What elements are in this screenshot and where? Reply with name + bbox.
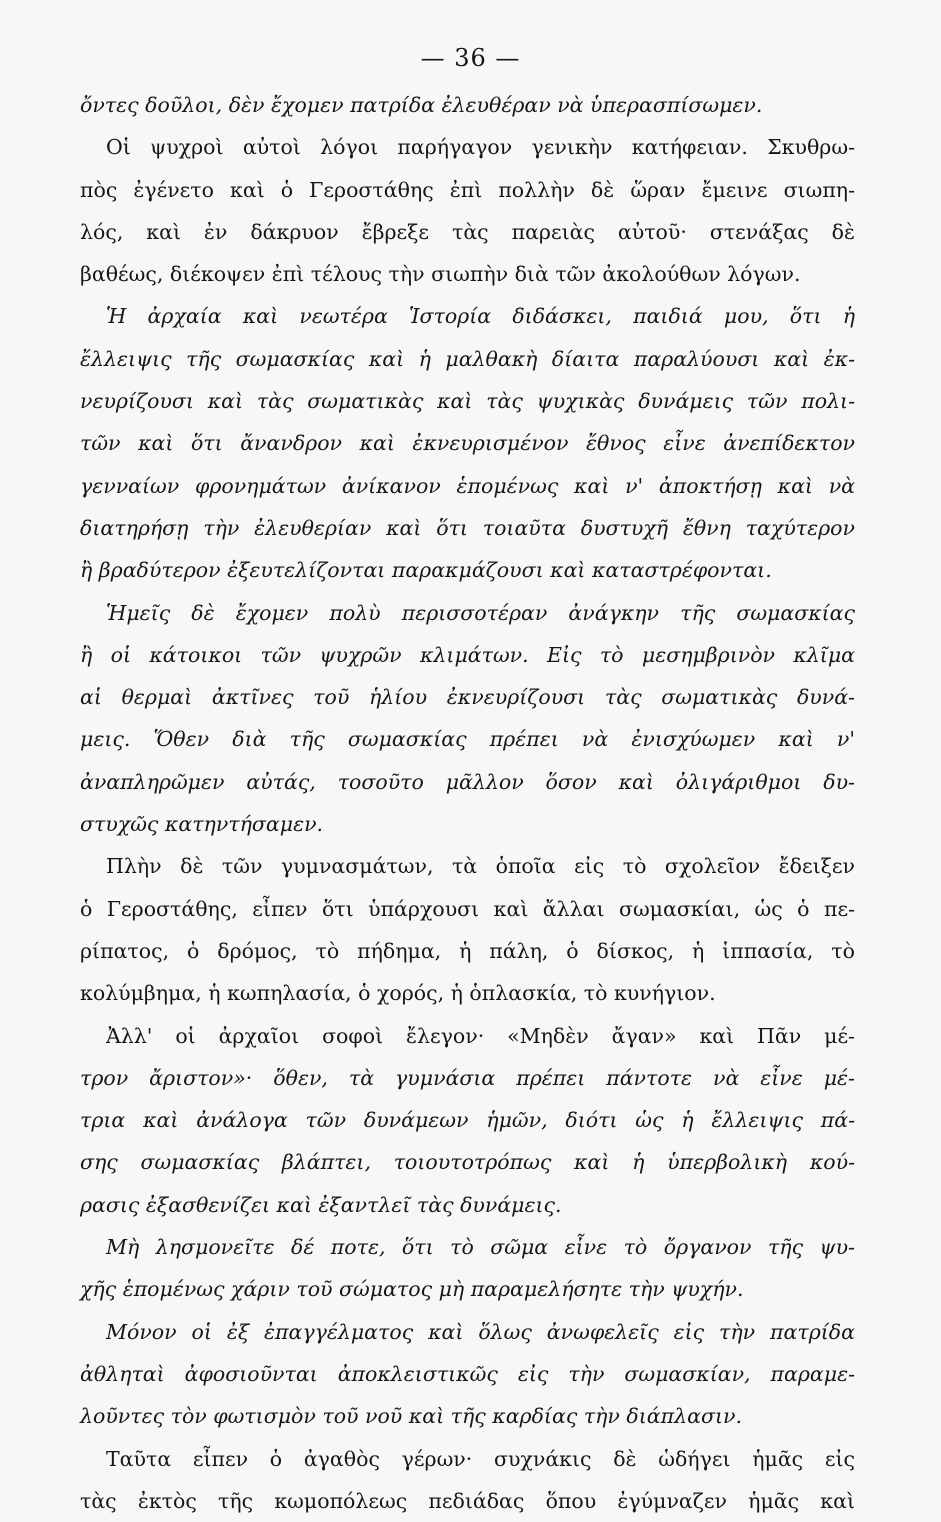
text-line: ὄντες δοῦλοι, δὲν ἔχομεν πατρίδα ἐλευθέραν νὰ ὑπερασπίσωμεν. bbox=[80, 93, 763, 117]
text-line: ρίπατος, ὁ δρόμος, τὸ πήδημα, ἡ πάλη, ὁ δίσκος, ἡ ἱππασία, τὸ bbox=[80, 938, 855, 963]
page-text bbox=[80, 84, 855, 1522]
text-line: μεις. Ὅθεν διὰ τῆς σωμασκίας πρέπει νὰ ἐνισχύωμεν καὶ ν' bbox=[80, 727, 855, 752]
text-line: Ἡμεῖς δὲ ἔχομεν πολὺ περισσοτέραν ἀνάγκην τῆς σωμασκίας bbox=[106, 600, 855, 625]
text-line: γενναίων φρονημάτων ἀνίκανον ἑπομένως καὶ ν' ἀποκτήσῃ καὶ νὰ bbox=[80, 473, 855, 498]
text-line: βαθέως, διέκοψεν ἐπὶ τέλους τὴν σιωπὴν διὰ τῶν ἀκολούθων λόγων. bbox=[80, 262, 801, 287]
text-line: αἱ θερμαὶ ἀκτῖνες τοῦ ἡλίου ἐκνευρίζουσι τὰς σωματικὰς δυνά- bbox=[80, 685, 855, 710]
text-line: τῶν καὶ ὅτι ἄνανδρον καὶ ἐκνευρισμένον ἔθνος εἶνε ἀνεπίδεκτον bbox=[80, 431, 855, 456]
text-line: τὰς ἐκτὸς τῆς κωμοπόλεως πεδιάδας ὅπου ἐγύμναζεν ἡμᾶς καὶ bbox=[80, 1488, 855, 1513]
text-line: Ἡ ἀρχαία καὶ νεωτέρα Ἱστορία διδάσκει, παιδιά μου, ὅτι ἡ bbox=[106, 304, 855, 329]
text-line: τρια καὶ ἀνάλογα τῶν δυνάμεων ἡμῶν, διότι ὡς ἡ ἔλλειψις πά- bbox=[80, 1108, 855, 1133]
text-line: ἢ οἱ κάτοικοι τῶν ψυχρῶν κλιμάτων. Εἰς τὸ μεσημβρινὸν κλῖμα bbox=[80, 642, 855, 667]
text-line: Μόνον οἱ ἐξ ἐπαγγέλματος καὶ ὅλως ἀνωφελεῖς εἰς τὴν πατρίδα bbox=[106, 1319, 855, 1344]
text-line: χῆς ἑπομένως χάριν τοῦ σώματος μὴ παραμελήσητε τὴν ψυχήν. bbox=[80, 1277, 744, 1302]
text-line: ἔλλειψις τῆς σωμασκίας καὶ ἡ μαλθακὴ δίαιτα παραλύουσι καὶ ἐκ- bbox=[80, 346, 855, 371]
text-line: Ἀλλ' οἱ ἀρχαῖοι σοφοὶ ἔλεγον· «Μηδὲν ἄγαν» καὶ Πᾶν μέ- bbox=[106, 1023, 855, 1048]
text-line: Ταῦτα εἶπεν ὁ ἀγαθὸς γέρων· συχνάκις δὲ ὡδήγει ἡμᾶς εἰς bbox=[106, 1446, 855, 1471]
text-line: Οἱ ψυχροὶ αὐτοὶ λόγοι παρήγαγον γενικὴν κατήφειαν. Σκυθρω- bbox=[106, 135, 855, 160]
text-line: Μὴ λησμονεῖτε δέ ποτε, ὅτι τὸ σῶμα εἶνε τὸ ὄργανον τῆς ψυ- bbox=[106, 1235, 855, 1260]
text-line: σης σωμασκίας βλάπτει, τοιουτοτρόπως καὶ ἡ ὑπερβολικὴ κού- bbox=[80, 1150, 855, 1175]
text-line: στυχῶς κατηντήσαμεν. bbox=[80, 812, 324, 837]
text-line: λός, καὶ ἐν δάκρυον ἔβρεξε τὰς παρειὰς αὐτοῦ· στενάξας δὲ bbox=[80, 219, 855, 244]
text-line: ἀθληταὶ ἀφοσιοῦνται ἀποκλειστικῶς εἰς τὴν σωμασκίαν, παραμε- bbox=[80, 1361, 855, 1386]
text-line: λοῦντες τὸν φωτισμὸν τοῦ νοῦ καὶ τῆς καρδίας τὴν διάπλασιν. bbox=[80, 1404, 742, 1429]
text-line: ὁ Γεροστάθης, εἶπεν ὅτι ὑπάρχουσι καὶ ἄλλαι σωμασκίαι, ὡς ὁ πε- bbox=[80, 896, 855, 921]
text-line: κολύμβημα, ἡ κωπηλασία, ὁ χορός, ἡ ὁπλασκία, τὸ κυνήγιον. bbox=[80, 981, 716, 1006]
text-line: Πλὴν δὲ τῶν γυμνασμάτων, τὰ ὁποῖα εἰς τὸ σχολεῖον ἔδειξεν bbox=[106, 854, 855, 879]
text-line: νευρίζουσι καὶ τὰς σωματικὰς καὶ τὰς ψυχικὰς δυνάμεις τῶν πολι- bbox=[80, 389, 855, 414]
text-line: τρον ἄριστον»· ὅθεν, τὰ γυμνάσια πρέπει πάντοτε νὰ εἶνε μέ- bbox=[80, 1065, 855, 1090]
text-line: πὸς ἐγένετο καὶ ὁ Γεροστάθης ἐπὶ πολλὴν δὲ ὥραν ἔμεινε σιωπη- bbox=[80, 177, 855, 202]
text-line: ρασις ἐξασθενίζει καὶ ἐξαντλεῖ τὰς δυνάμεις. bbox=[80, 1192, 562, 1217]
text-line: ἢ βραδύτερον ἐξευτελίζονται παρακμάζουσι καὶ καταστρέφονται. bbox=[80, 558, 772, 583]
text-line: ἀναπληρῶμεν αὐτάς, τοσοῦτο μᾶλλον ὅσον καὶ ὀλιγάριθμοι δυ- bbox=[80, 769, 855, 794]
text-line: διατηρήσῃ τὴν ἐλευθερίαν καὶ ὅτι τοιαῦτα δυστυχῆ ἔθνη ταχύτερον bbox=[80, 515, 855, 540]
page-number: — 36 — bbox=[420, 44, 521, 72]
